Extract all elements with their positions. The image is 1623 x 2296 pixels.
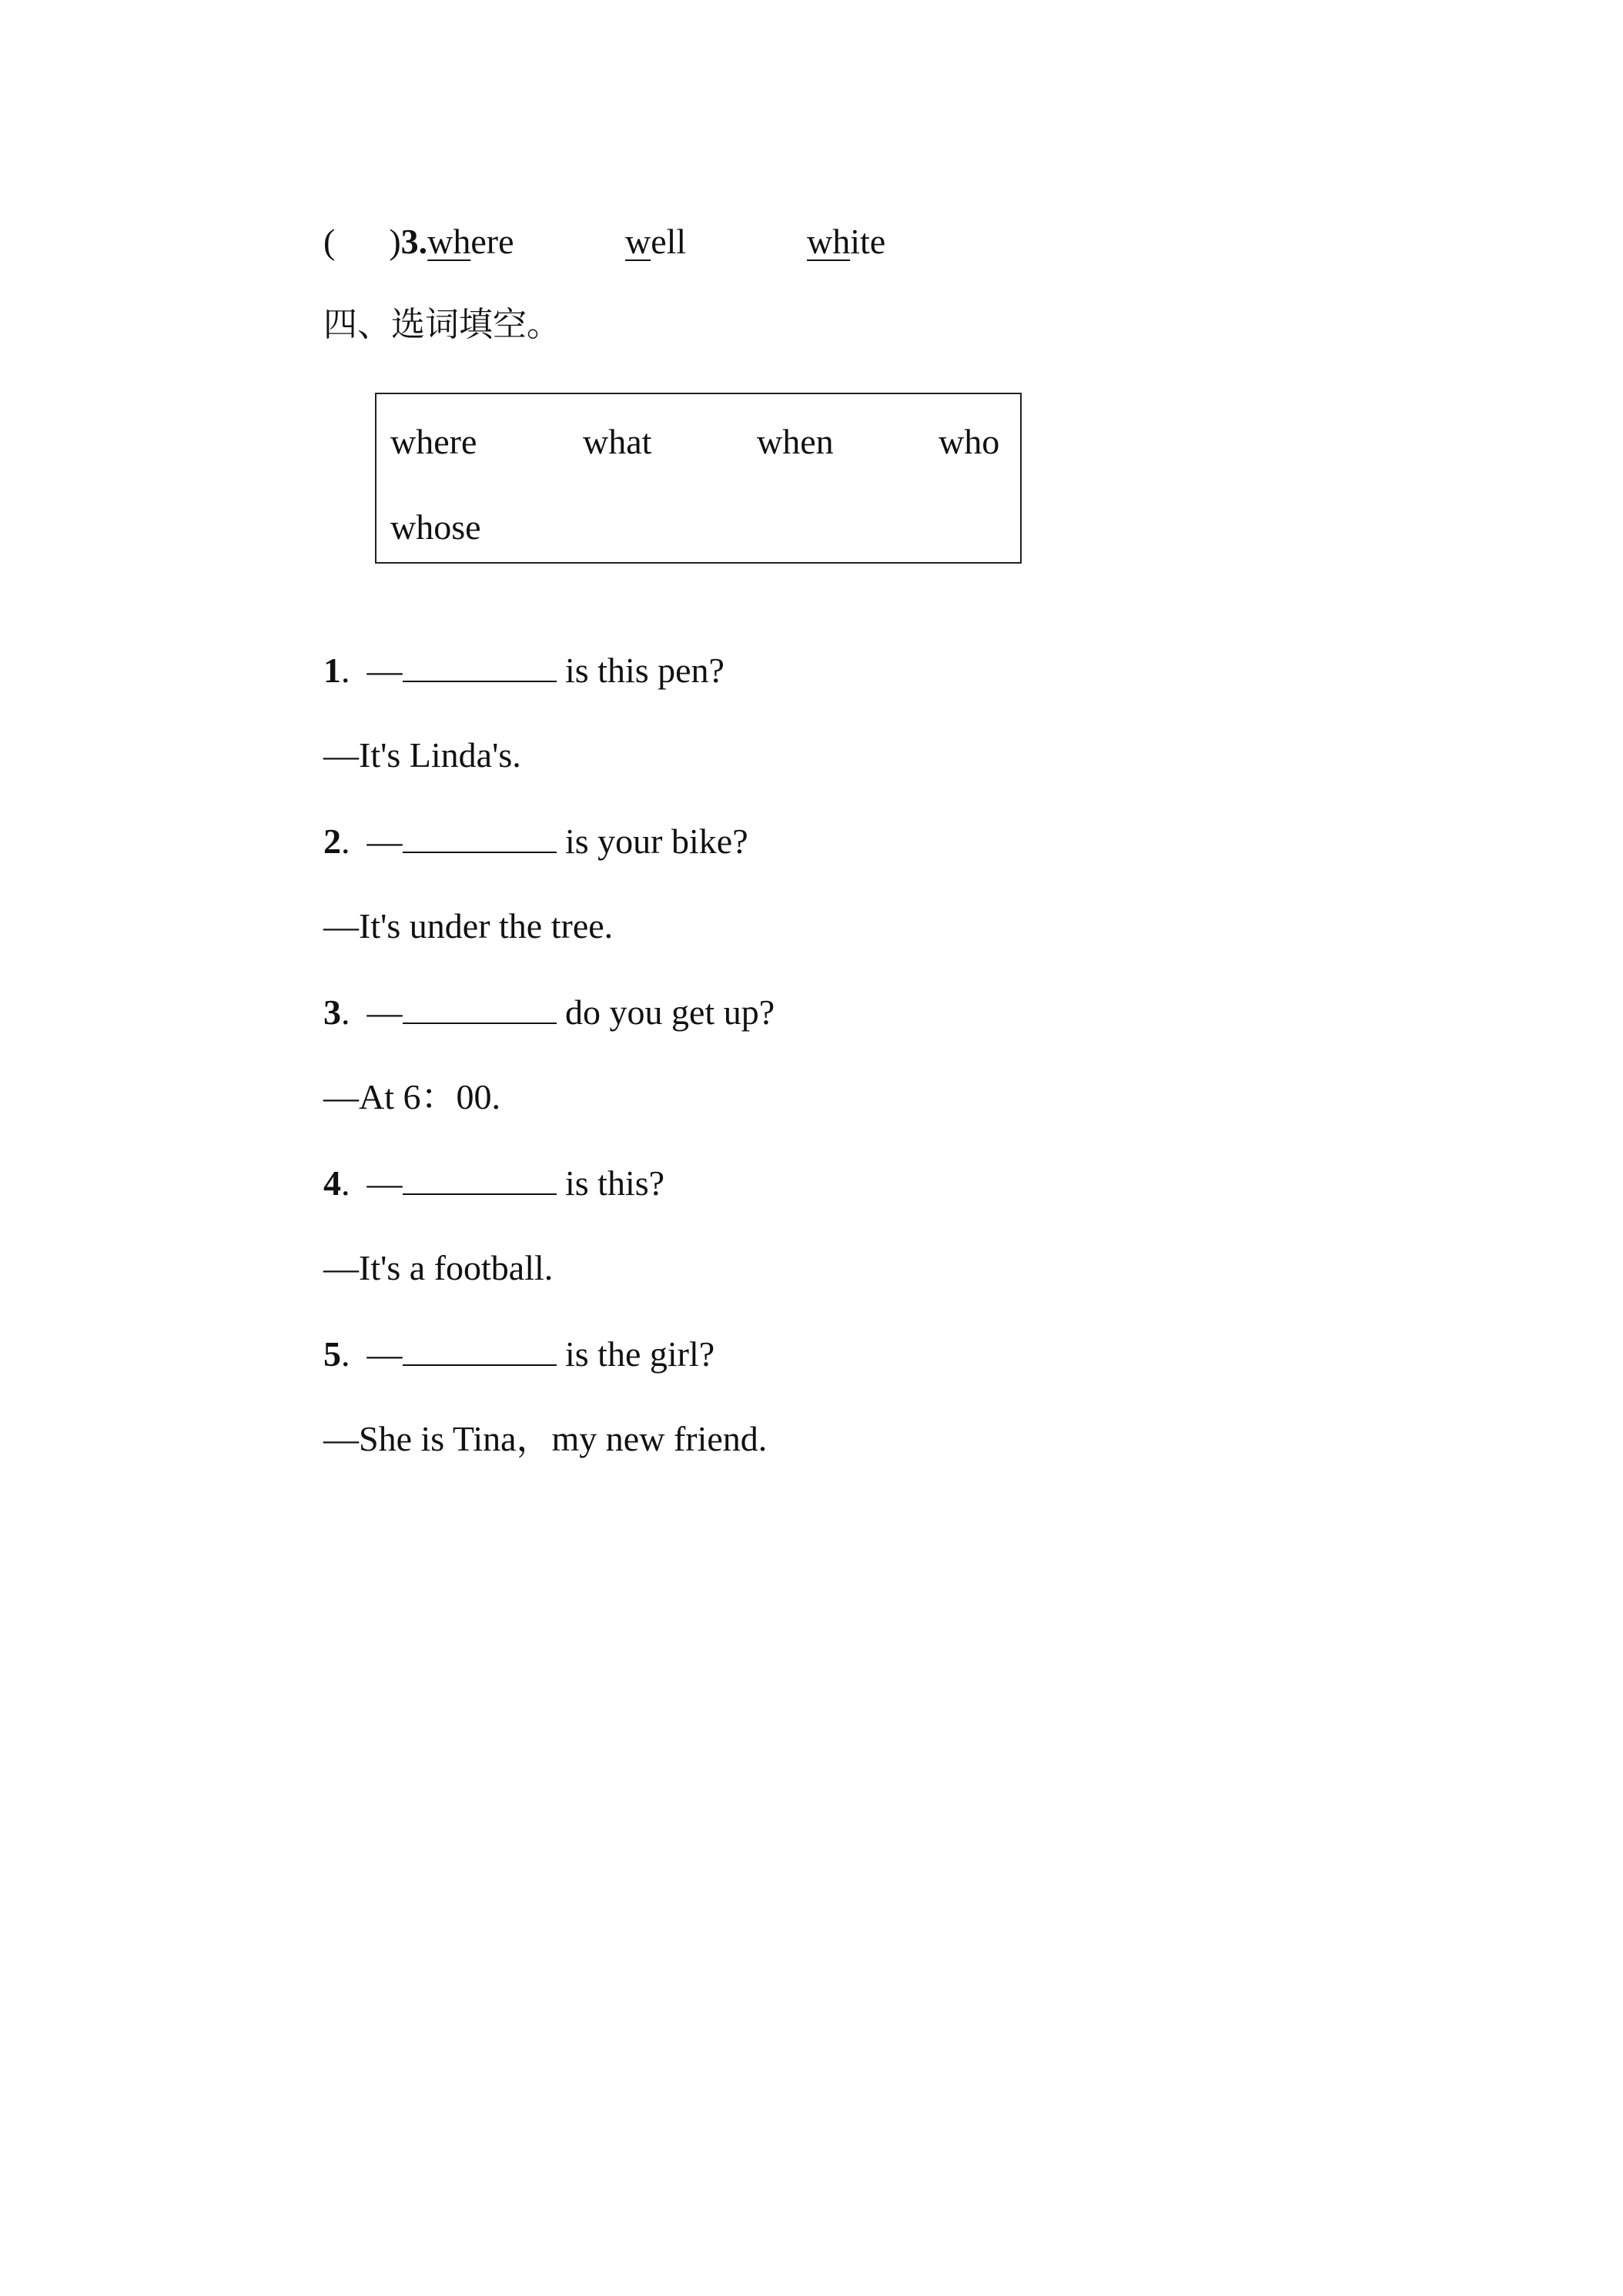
item-number: 3: [323, 992, 341, 1032]
item-dash: —: [366, 822, 403, 861]
item-sep: .: [341, 1334, 350, 1374]
blank-5[interactable]: [403, 1330, 557, 1366]
close-paren: ): [389, 222, 401, 261]
option-1-rest: ere: [470, 222, 514, 261]
item-dash: —: [366, 992, 403, 1032]
word-bank-item: when: [757, 422, 834, 461]
blank-3[interactable]: [403, 989, 557, 1024]
answer-3: —At 6：00.: [323, 1077, 500, 1116]
option-1-underlined: wh: [427, 222, 471, 261]
item-sep: .: [341, 822, 350, 861]
section-heading: 四、选词填空。: [323, 305, 561, 344]
answer-1: —It's Linda's.: [323, 735, 521, 775]
question-3: [323, 989, 775, 1036]
question-4: [323, 1160, 664, 1207]
word-bank-item: who: [939, 422, 1000, 461]
answer-2: —It's under the tree.: [323, 906, 614, 946]
word-bank-item: whose: [390, 507, 481, 547]
item-sep: .: [341, 1163, 350, 1203]
word-bank: [375, 393, 1022, 564]
question-3-row: [323, 219, 1170, 265]
question-text: is your bike?: [565, 822, 748, 861]
question-5: [323, 1330, 714, 1377]
option-2-rest: ell: [651, 222, 687, 261]
question-1: [323, 647, 724, 694]
item-dash: —: [366, 1163, 403, 1203]
option-1: [427, 222, 514, 261]
question-number: 3.: [400, 222, 428, 261]
item-dash: —: [366, 651, 403, 690]
question-2: [323, 818, 748, 865]
question-text: is this?: [565, 1163, 665, 1203]
answer-5: —She is Tina，my new friend.: [323, 1419, 768, 1458]
word-bank-item: where: [390, 422, 477, 461]
item-sep: .: [341, 992, 350, 1032]
item-sep: .: [341, 651, 350, 690]
open-paren: (: [323, 222, 336, 261]
blank-1[interactable]: [403, 647, 557, 682]
answer-4: —It's a football.: [323, 1248, 554, 1287]
option-3-rest: ite: [850, 222, 886, 261]
item-number: 2: [323, 822, 341, 861]
option-3-underlined: wh: [807, 222, 851, 261]
option-2-underlined: w: [625, 222, 651, 261]
item-number: 4: [323, 1163, 341, 1203]
question-text: is the girl?: [565, 1334, 715, 1374]
item-number: 1: [323, 651, 341, 690]
blank-2[interactable]: [403, 818, 557, 853]
word-bank-item: what: [583, 422, 652, 461]
option-2: [625, 219, 686, 265]
blank-4[interactable]: [403, 1160, 557, 1195]
item-number: 5: [323, 1334, 341, 1374]
option-3: [807, 219, 885, 265]
question-text: is this pen?: [565, 651, 724, 690]
question-text: do you get up?: [565, 992, 775, 1032]
item-dash: —: [366, 1334, 403, 1374]
